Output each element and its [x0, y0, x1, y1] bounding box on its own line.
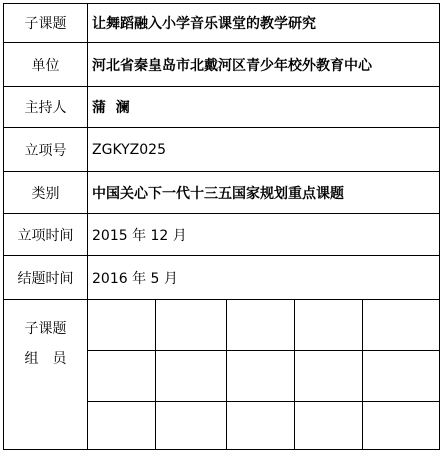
host-value: 蒲 澜	[88, 87, 440, 128]
member-cell	[156, 300, 227, 351]
project-info-table	[3, 3, 440, 450]
unit-label: 单位	[4, 43, 88, 87]
member-cell	[227, 351, 295, 402]
row-unit	[4, 43, 440, 87]
member-cell	[295, 300, 363, 351]
category-value: 中国关心下一代十三五国家规划重点课题	[88, 172, 440, 214]
category-label: 类别	[4, 172, 88, 214]
member-cell	[88, 351, 156, 402]
completion-time-value: 2016 年 5 月	[88, 256, 440, 300]
completion-time-label: 结题时间	[4, 256, 88, 300]
members-label-line2: 组 员	[24, 351, 67, 367]
member-cell	[363, 402, 440, 450]
host-label: 主持人	[4, 87, 88, 128]
row-project-number	[4, 128, 440, 172]
subtopic-value: 让舞蹈融入小学音乐课堂的教学研究	[88, 4, 440, 43]
members-label-line1: 子课题	[24, 321, 67, 337]
member-cell	[88, 402, 156, 450]
approval-time-value: 2015 年 12 月	[88, 214, 440, 256]
project-number-value: ZGKYZ025	[88, 128, 440, 172]
member-cell	[363, 351, 440, 402]
member-cell	[227, 300, 295, 351]
row-completion-time	[4, 256, 440, 300]
row-subtopic	[4, 4, 440, 43]
members-label	[4, 300, 88, 450]
member-cell	[295, 402, 363, 450]
subtopic-label: 子课题	[4, 4, 88, 43]
row-category	[4, 172, 440, 214]
member-cell	[363, 300, 440, 351]
member-cell	[88, 300, 156, 351]
unit-value: 河北省秦皇岛市北戴河区青少年校外教育中心	[88, 43, 440, 87]
members-row-1	[4, 300, 440, 351]
row-approval-time	[4, 214, 440, 256]
member-cell	[227, 402, 295, 450]
member-cell	[156, 402, 227, 450]
row-host	[4, 87, 440, 128]
approval-time-label: 立项时间	[4, 214, 88, 256]
project-number-label: 立项号	[4, 128, 88, 172]
member-cell	[156, 351, 227, 402]
member-cell	[295, 351, 363, 402]
